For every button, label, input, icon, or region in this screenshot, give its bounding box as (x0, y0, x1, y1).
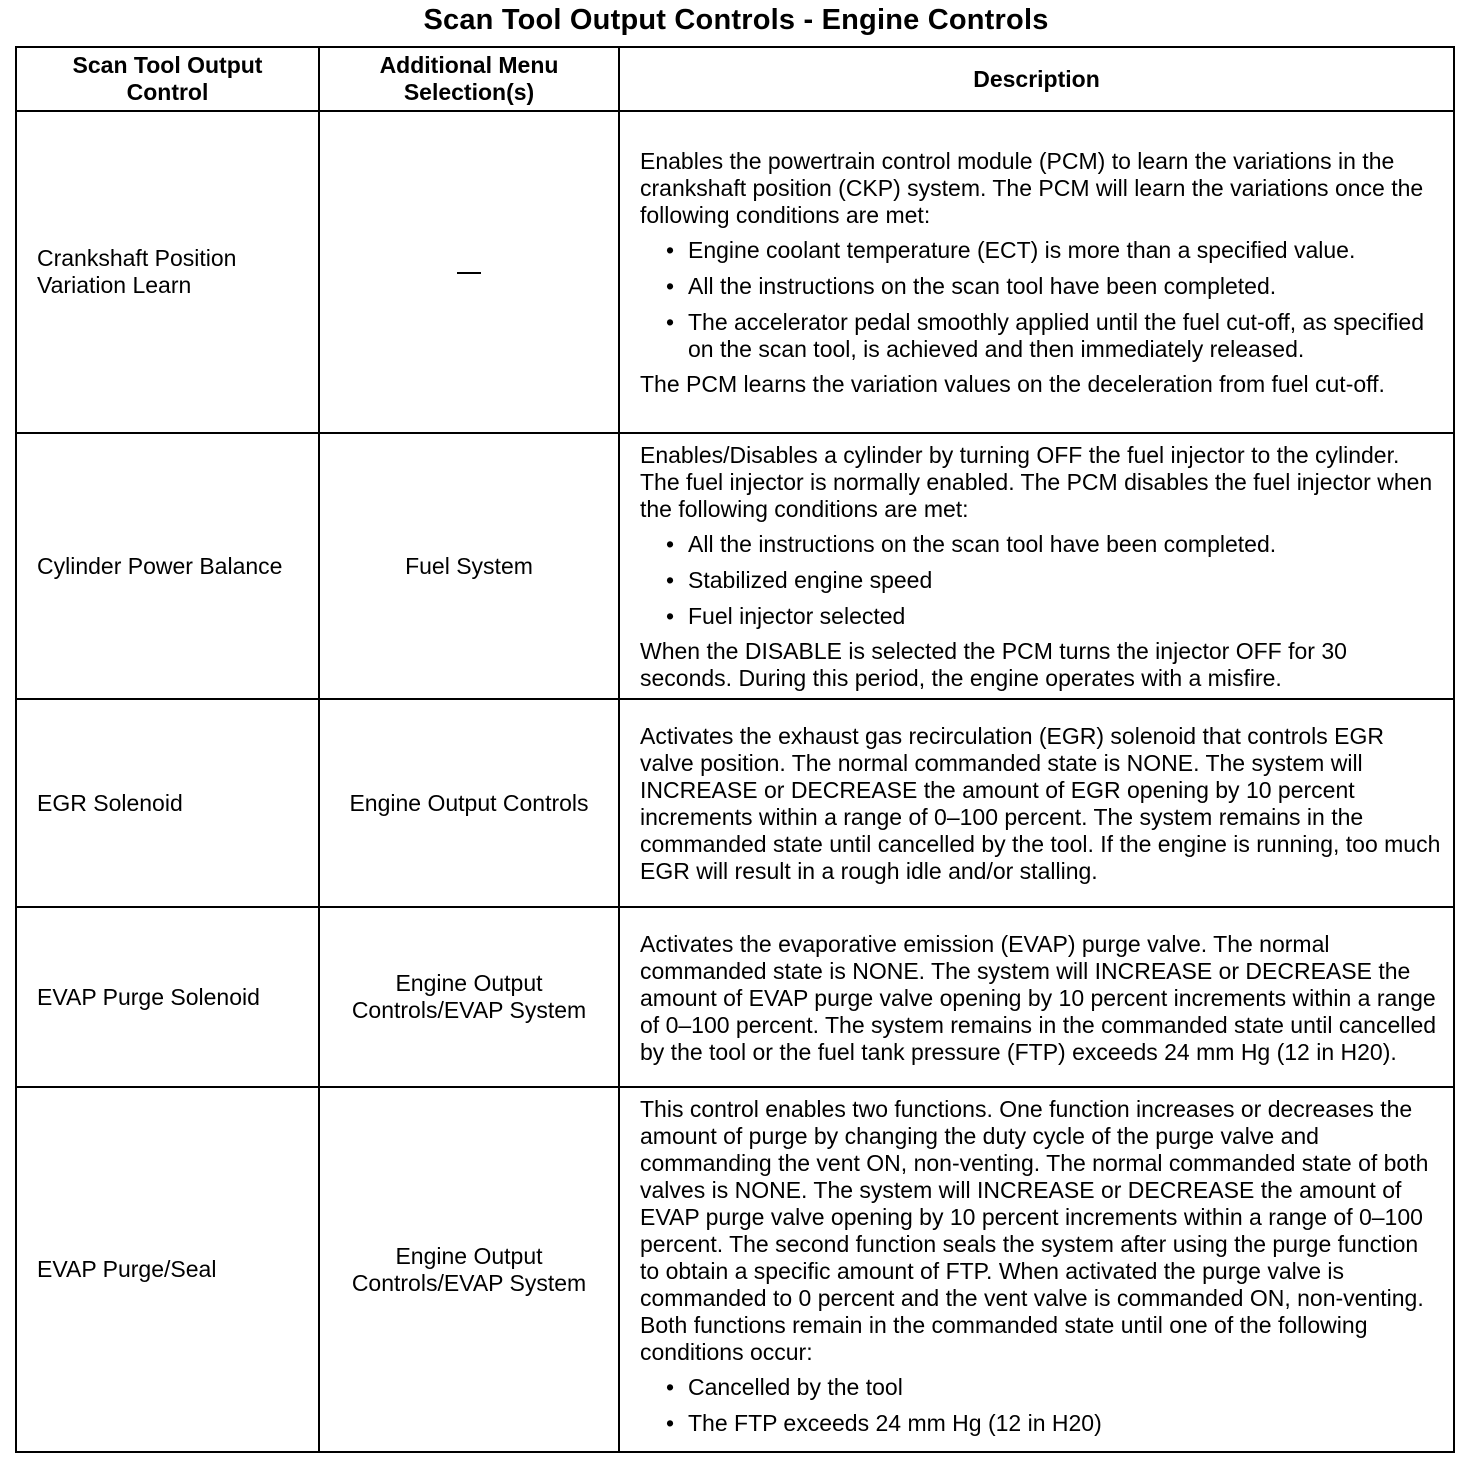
table-row (16, 699, 1454, 907)
list-item-text: All the instructions on the scan tool have been completed. (688, 531, 1277, 557)
control-name: EVAP Purge Solenoid (37, 983, 260, 1010)
list-item-text: All the instructions on the scan tool have been completed. (688, 273, 1277, 299)
output-controls-table (15, 46, 1455, 1453)
control-name-cell (16, 1087, 319, 1452)
menu-selection: Engine Output Controls/EVAP System (351, 970, 587, 1023)
control-name-cell (16, 433, 319, 699)
control-name-cell (16, 699, 319, 907)
list-item (666, 273, 1441, 300)
description-text: Enables the powertrain control module (PCM) to learn the variations in the crankshaft position (CKP) system. The PCM will learn the variations once the following conditions are met: (640, 148, 1424, 228)
list-item-text: The FTP exceeds 24 mm Hg (12 in H20) (688, 1410, 1102, 1436)
control-name: Crankshaft Position Variation Learn (37, 245, 237, 298)
list-item-text: Fuel injector selected (688, 603, 906, 629)
menu-selection: Engine Output Controls/EVAP System (351, 1242, 587, 1296)
control-name: Cylinder Power Balance (37, 552, 283, 579)
condition-list (666, 1374, 1441, 1437)
bullet-icon: • (666, 1374, 675, 1400)
menu-selection-cell (319, 433, 619, 699)
description-note: The PCM learns the variation values on the deceleration from fuel cut-off. (640, 371, 1385, 397)
menu-selection-cell (319, 699, 619, 907)
condition-list (666, 531, 1441, 630)
description-text: Activates the evaporative emission (EVAP) purge valve. The normal commanded state is NONE. The system will INCREASE or DECREASE the amount of EVAP purge valve opening by 10 percent increments within a range of 0–100 percent. The system remains in the commanded state until cancelled by the tool or the fuel tank pressure (FTP) exceeds 24 mm Hg (12 in H20). (640, 930, 1437, 1065)
list-item (666, 567, 1441, 594)
control-name-cell (16, 907, 319, 1087)
table-row (16, 111, 1454, 433)
list-item-text: Cancelled by the tool (688, 1374, 903, 1400)
control-name: EVAP Purge/Seal (37, 1256, 217, 1282)
list-item (666, 531, 1441, 558)
description-text: Enables/Disables a cylinder by turning OFF the fuel injector to the cylinder. The fuel injector is normally enabled. The PCM disables the fuel injector when the following conditions are met: (640, 442, 1433, 522)
table-row (16, 433, 1454, 699)
table-row (16, 1087, 1454, 1452)
header-control (16, 47, 319, 111)
bullet-icon: • (666, 531, 675, 557)
list-item (666, 309, 1441, 363)
menu-selection-cell (319, 907, 619, 1087)
description-text: This control enables two functions. One function increases or decreases the amount of purge by changing the duty cycle of the purge valve and commanding the vent ON, non-venting. The normal commanded state of both valves is NONE. The system will INCREASE or DECREASE the amount of EVAP purge valve opening by 10 percent increments within a range of 0–100 percent. The second function seals the system after using the purge function to obtain a specific amount of FTP. When activated the purge valve is commanded to 0 percent and the vent valve is commanded ON, non-venting. Both functions remain in the commanded state until one of the following conditions occur: (640, 1096, 1429, 1365)
bullet-icon: • (666, 309, 675, 335)
control-name-cell (16, 111, 319, 433)
menu-selection-empty-dash (457, 272, 481, 274)
description-cell (619, 433, 1454, 699)
description-text: Activates the exhaust gas recirculation (EGR) solenoid that controls EGR valve position. The normal commanded state is NONE. The system will INCREASE or DECREASE the amount of EGR opening by 10 percent increments within a range of 0–100 percent. The system remains in the commanded state until cancelled by the tool. If the engine is running, too much EGR will result in a rough idle and/or stalling. (640, 723, 1441, 884)
description-cell (619, 111, 1454, 433)
list-item-text: Stabilized engine speed (688, 567, 933, 593)
menu-selection: Engine Output Controls (349, 789, 589, 816)
description-cell (619, 1087, 1454, 1452)
bullet-icon: • (666, 237, 675, 263)
list-item-text: Engine coolant temperature (ECT) is more than a specified value. (688, 237, 1356, 263)
description-cell (619, 907, 1454, 1087)
page-title: Scan Tool Output Controls - Engine Controls (423, 4, 1049, 36)
menu-selection: Fuel System (405, 552, 533, 579)
list-item (666, 1410, 1441, 1437)
header-row (16, 47, 1454, 111)
menu-selection-cell (319, 1087, 619, 1452)
description-note: When the DISABLE is selected the PCM turns the injector OFF for 30 seconds. During this period, the engine operates with a misfire. (640, 638, 1347, 691)
bullet-icon: • (666, 1410, 675, 1436)
header-description-label: Description (973, 65, 1100, 92)
list-item-text: The accelerator pedal smoothly applied until the fuel cut-off, as specified on the scan tool, is achieved and then immediately released. (688, 309, 1424, 362)
list-item (666, 237, 1441, 264)
header-description (619, 47, 1454, 111)
description-cell (619, 699, 1454, 907)
condition-list (666, 237, 1441, 363)
header-control-label: Scan Tool Output Control (72, 52, 263, 105)
control-name: EGR Solenoid (37, 789, 183, 816)
list-item (666, 603, 1441, 630)
header-menu-label: Additional Menu Selection(s) (379, 52, 559, 105)
bullet-icon: • (666, 603, 675, 629)
menu-selection-cell (319, 111, 619, 433)
table-row (16, 907, 1454, 1087)
bullet-icon: • (666, 567, 675, 593)
bullet-icon: • (666, 273, 675, 299)
header-menu (319, 47, 619, 111)
list-item (666, 1374, 1441, 1401)
